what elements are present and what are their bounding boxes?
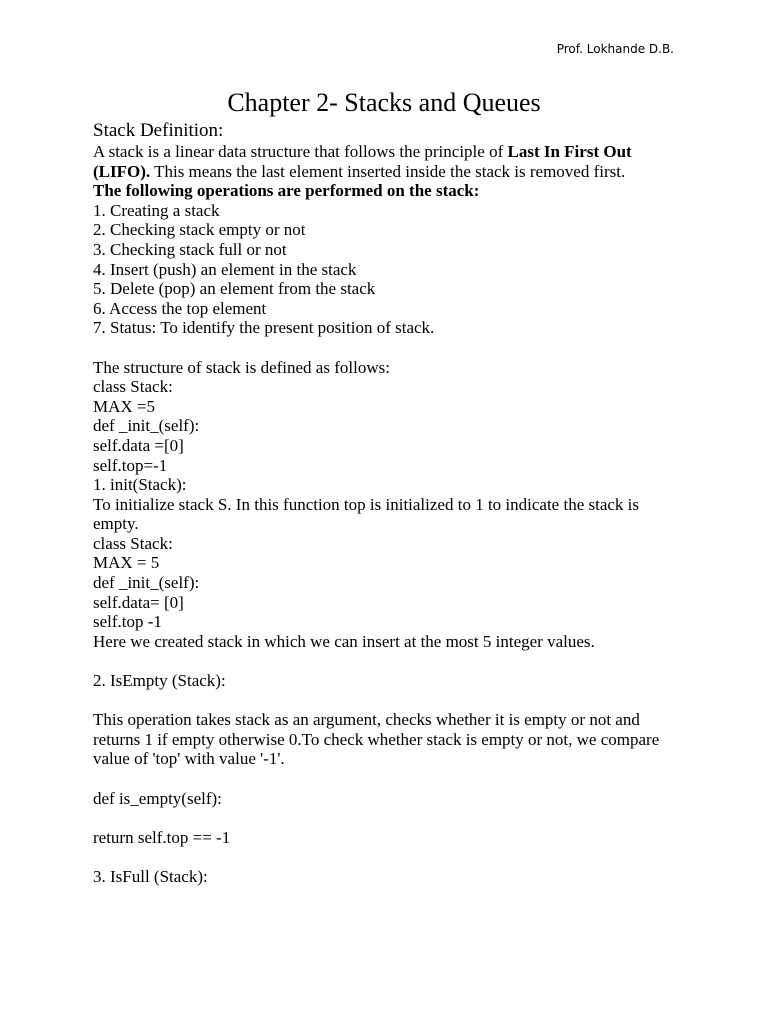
stack-definition-paragraph bbox=[93, 142, 683, 181]
code-line: def _init_(self): bbox=[93, 573, 200, 593]
code-line-return: return self.top == -1 bbox=[93, 827, 231, 847]
document-body bbox=[93, 120, 683, 887]
code-line: self.data= [0] bbox=[93, 592, 184, 612]
list-item: 4. Insert (push) an element in the stack bbox=[93, 259, 357, 279]
section-heading-stack-definition: Stack Definition: bbox=[93, 120, 224, 141]
intro-text-continued: This means the last element inserted inside the stack is removed first. bbox=[150, 161, 626, 181]
code-line: class Stack: bbox=[93, 377, 173, 397]
structure-intro: The structure of stack is defined as follows: bbox=[93, 357, 390, 377]
isempty-description: This operation takes stack as an argument, checks whether it is empty or not and returns 1 if empty otherwise 0.To check whether stack is empty or not, we compare value of 'top' with value '-1'. bbox=[93, 710, 660, 769]
list-item: 6. Access the top element bbox=[93, 298, 267, 318]
list-item: 3. Checking stack full or not bbox=[93, 239, 287, 259]
list-item: 1. Creating a stack bbox=[93, 200, 220, 220]
section-heading-isempty: 2. IsEmpty (Stack): bbox=[93, 671, 226, 691]
list-item: 7. Status: To identify the present position of stack. bbox=[93, 318, 435, 338]
code-line-def: def is_empty(self): bbox=[93, 788, 222, 808]
code-line: def _init_(self): bbox=[93, 416, 200, 436]
code-line: self.top -1 bbox=[93, 612, 162, 632]
list-item: 5. Delete (pop) an element from the stack bbox=[93, 279, 376, 299]
code-line: MAX =5 bbox=[93, 396, 156, 416]
code-line: MAX = 5 bbox=[93, 553, 160, 573]
list-item: 2. Checking stack empty or not bbox=[93, 220, 306, 240]
page-header-author: Prof. Lokhande D.B. bbox=[556, 42, 674, 56]
section-heading-isfull: 3. IsFull (Stack): bbox=[93, 866, 208, 886]
intro-text: A stack is a linear data structure that follows the principle of bbox=[93, 142, 508, 161]
code-line: class Stack: bbox=[93, 533, 173, 553]
init-description: To initialize stack S. In this function top is initialized to 1 to indicate the stack is empty. bbox=[93, 494, 640, 534]
section-heading-init: 1. init(Stack): bbox=[93, 475, 187, 495]
chapter-title: Chapter 2- Stacks and Queues bbox=[227, 88, 541, 117]
init-note: Here we created stack in which we can insert at the most 5 integer values. bbox=[93, 631, 595, 651]
operations-heading: The following operations are performed on the stack: bbox=[93, 181, 480, 201]
code-line: self.data =[0] bbox=[93, 435, 184, 455]
code-line: self.top=-1 bbox=[93, 455, 168, 475]
lifo-term: Last In First Out (LIFO). bbox=[93, 142, 632, 181]
operations-list bbox=[93, 201, 683, 338]
